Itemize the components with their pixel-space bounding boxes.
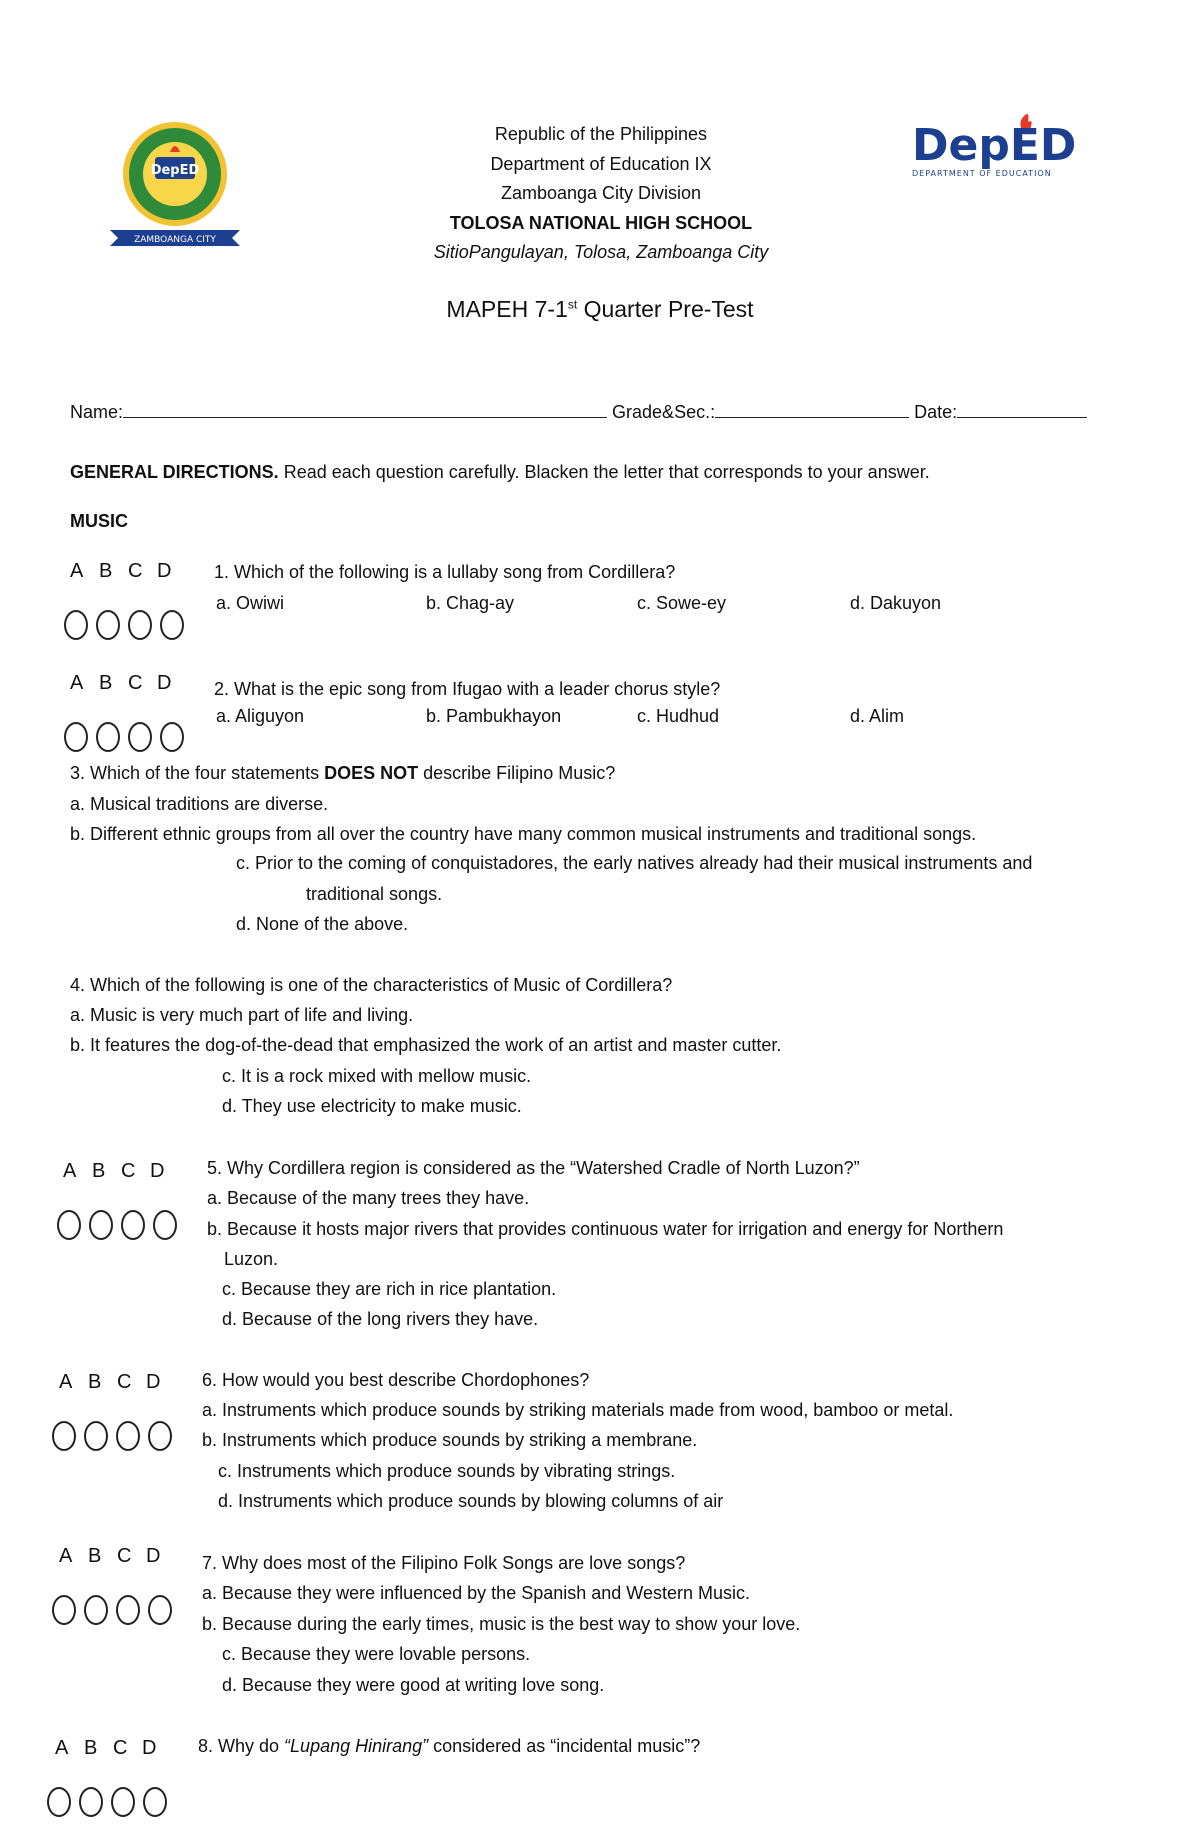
answer-bubbles-q7 bbox=[52, 1595, 172, 1625]
q7-option-c: c. Because they were lovable persons. bbox=[222, 1644, 531, 1664]
answer-bubbles-q6 bbox=[52, 1421, 172, 1451]
bubble-d[interactable] bbox=[153, 1210, 177, 1240]
bubble-b[interactable] bbox=[89, 1210, 113, 1240]
bubble-d[interactable] bbox=[160, 722, 184, 752]
question-4: 4. Which of the following is one of the characteristics of Music of Cordillera? bbox=[70, 975, 673, 995]
q7-option-a: a. Because they were influenced by the Spanish and Western Music. bbox=[202, 1583, 750, 1603]
answer-bubbles-q5 bbox=[57, 1210, 177, 1240]
answer-bubbles-q2 bbox=[64, 722, 184, 752]
q6-option-b: b. Instruments which produce sounds by striking a membrane. bbox=[202, 1430, 698, 1450]
q6-option-a: a. Instruments which produce sounds by striking materials made from wood, bamboo or metal. bbox=[202, 1400, 954, 1420]
q5-option-d: d. Because of the long rivers they have. bbox=[222, 1309, 539, 1329]
bubble-b[interactable] bbox=[96, 722, 120, 752]
date-label: Date: bbox=[914, 402, 958, 422]
svg-text:DepED: DepED bbox=[150, 163, 200, 178]
section-title: MUSIC bbox=[70, 511, 128, 531]
bubble-d[interactable] bbox=[148, 1595, 172, 1625]
header-department: Department of Education IX bbox=[490, 154, 712, 174]
bubble-c[interactable] bbox=[111, 1787, 135, 1817]
header-address: SitioPangulayan, Tolosa, Zamboanga City bbox=[433, 242, 769, 262]
bubble-a[interactable] bbox=[57, 1210, 81, 1240]
bubble-b[interactable] bbox=[84, 1595, 108, 1625]
bubble-a[interactable] bbox=[52, 1421, 76, 1451]
bubble-a[interactable] bbox=[52, 1595, 76, 1625]
bubble-b[interactable] bbox=[79, 1787, 103, 1817]
bubble-c[interactable] bbox=[116, 1595, 140, 1625]
q1-option-d: d. Dakuyon bbox=[850, 593, 942, 613]
answer-letters-q5: A B C D bbox=[63, 1160, 165, 1182]
q7-option-b: b. Because during the early times, music is the best way to show your love. bbox=[202, 1614, 801, 1634]
bubble-d[interactable] bbox=[148, 1421, 172, 1451]
general-directions: GENERAL DIRECTIONS. Read each question carefully. Blacken the letter that corresponds to your answer. bbox=[70, 462, 930, 482]
bubble-d[interactable] bbox=[143, 1787, 167, 1817]
name-field[interactable] bbox=[123, 399, 607, 418]
answer-letters-q6: A B C D bbox=[59, 1371, 161, 1393]
q1-option-c: c. Sowe-ey bbox=[637, 593, 727, 613]
header-division: Zamboanga City Division bbox=[500, 183, 702, 203]
bubble-b[interactable] bbox=[84, 1421, 108, 1451]
answer-letters-q8: A B C D bbox=[55, 1737, 157, 1759]
bubble-c[interactable] bbox=[128, 722, 152, 752]
form-line bbox=[70, 399, 1087, 423]
q5-option-b: b. Because it hosts major rivers that provides continuous water for irrigation and energy for Northern bbox=[207, 1219, 1004, 1239]
date-field[interactable] bbox=[957, 399, 1087, 418]
answer-bubbles-q1 bbox=[64, 610, 184, 640]
q5-option-c: c. Because they are rich in rice plantation. bbox=[222, 1279, 557, 1299]
q4-option-d: d. They use electricity to make music. bbox=[222, 1096, 522, 1116]
question-3: 3. Which of the four statements DOES NOT describe Filipino Music? bbox=[70, 763, 616, 783]
question-2: 2. What is the epic song from Ifugao with a leader chorus style? bbox=[214, 679, 721, 699]
name-label: Name: bbox=[70, 402, 124, 422]
q2-option-a: a. Aliguyon bbox=[216, 706, 305, 726]
q2-option-d: d. Alim bbox=[850, 706, 905, 726]
q3-option-c-cont: traditional songs. bbox=[306, 884, 443, 904]
q3-option-c: c. Prior to the coming of conquistadores, the early natives already had their musical instruments and bbox=[236, 853, 1033, 873]
q5-option-b-cont: Luzon. bbox=[224, 1249, 279, 1269]
answer-letters-q7: A B C D bbox=[59, 1545, 161, 1567]
bubble-c[interactable] bbox=[116, 1421, 140, 1451]
q3-option-b: b. Different ethnic groups from all over the country have many common musical instruments and traditional songs. bbox=[70, 824, 977, 844]
q2-option-c: c. Hudhud bbox=[637, 706, 720, 726]
deped-logo-sub: DEPARTMENT OF EDUCATION bbox=[912, 169, 1052, 178]
grade-label: Grade&Sec.: bbox=[612, 402, 716, 422]
q3-option-a: a. Musical traditions are diverse. bbox=[70, 794, 329, 814]
page-title: MAPEH 7-1st Quarter Pre-Test bbox=[446, 296, 754, 322]
q1-option-b: b. Chag-ay bbox=[426, 593, 515, 613]
deped-logo-text: DepED bbox=[912, 120, 1077, 171]
bubble-d[interactable] bbox=[160, 610, 184, 640]
question-1: 1. Which of the following is a lullaby song from Cordillera? bbox=[214, 562, 676, 582]
bubble-c[interactable] bbox=[128, 610, 152, 640]
q6-option-c: c. Instruments which produce sounds by vibrating strings. bbox=[218, 1461, 676, 1481]
q2-option-b: b. Pambukhayon bbox=[426, 706, 562, 726]
question-6: 6. How would you best describe Chordophones? bbox=[202, 1370, 590, 1390]
bubble-c[interactable] bbox=[121, 1210, 145, 1240]
school-logo bbox=[100, 112, 250, 252]
header-republic: Republic of the Philippines bbox=[494, 124, 708, 144]
answer-letters-q2: A B C D bbox=[70, 672, 172, 694]
header-school: TOLOSA NATIONAL HIGH SCHOOL bbox=[449, 213, 753, 233]
q4-option-a: a. Music is very much part of life and living. bbox=[70, 1005, 414, 1025]
bubble-a[interactable] bbox=[64, 722, 88, 752]
q4-option-c: c. It is a rock mixed with mellow music. bbox=[222, 1066, 532, 1086]
q1-option-a: a. Owiwi bbox=[216, 593, 285, 613]
answer-letters-q1: A B C D bbox=[70, 560, 172, 582]
q7-option-d: d. Because they were good at writing love song. bbox=[222, 1675, 605, 1695]
school-logo-city: ZAMBOANGA CITY bbox=[134, 235, 216, 245]
question-5: 5. Why Cordillera region is considered as the “Watershed Cradle of North Luzon?” bbox=[207, 1158, 860, 1178]
grade-field[interactable] bbox=[715, 399, 909, 418]
question-8: 8. Why do “Lupang Hinirang” considered as “incidental music”? bbox=[198, 1736, 701, 1756]
q3-option-d: d. None of the above. bbox=[236, 914, 409, 934]
answer-bubbles-q8 bbox=[47, 1787, 167, 1817]
q4-option-b: b. It features the dog-of-the-dead that emphasized the work of an artist and master cutter. bbox=[70, 1035, 782, 1055]
bubble-b[interactable] bbox=[96, 610, 120, 640]
bubble-a[interactable] bbox=[64, 610, 88, 640]
deped-logo bbox=[912, 110, 1097, 190]
q6-option-d: d. Instruments which produce sounds by blowing columns of air bbox=[218, 1491, 724, 1511]
question-7: 7. Why does most of the Filipino Folk Songs are love songs? bbox=[202, 1553, 686, 1573]
bubble-a[interactable] bbox=[47, 1787, 71, 1817]
q5-option-a: a. Because of the many trees they have. bbox=[207, 1188, 530, 1208]
